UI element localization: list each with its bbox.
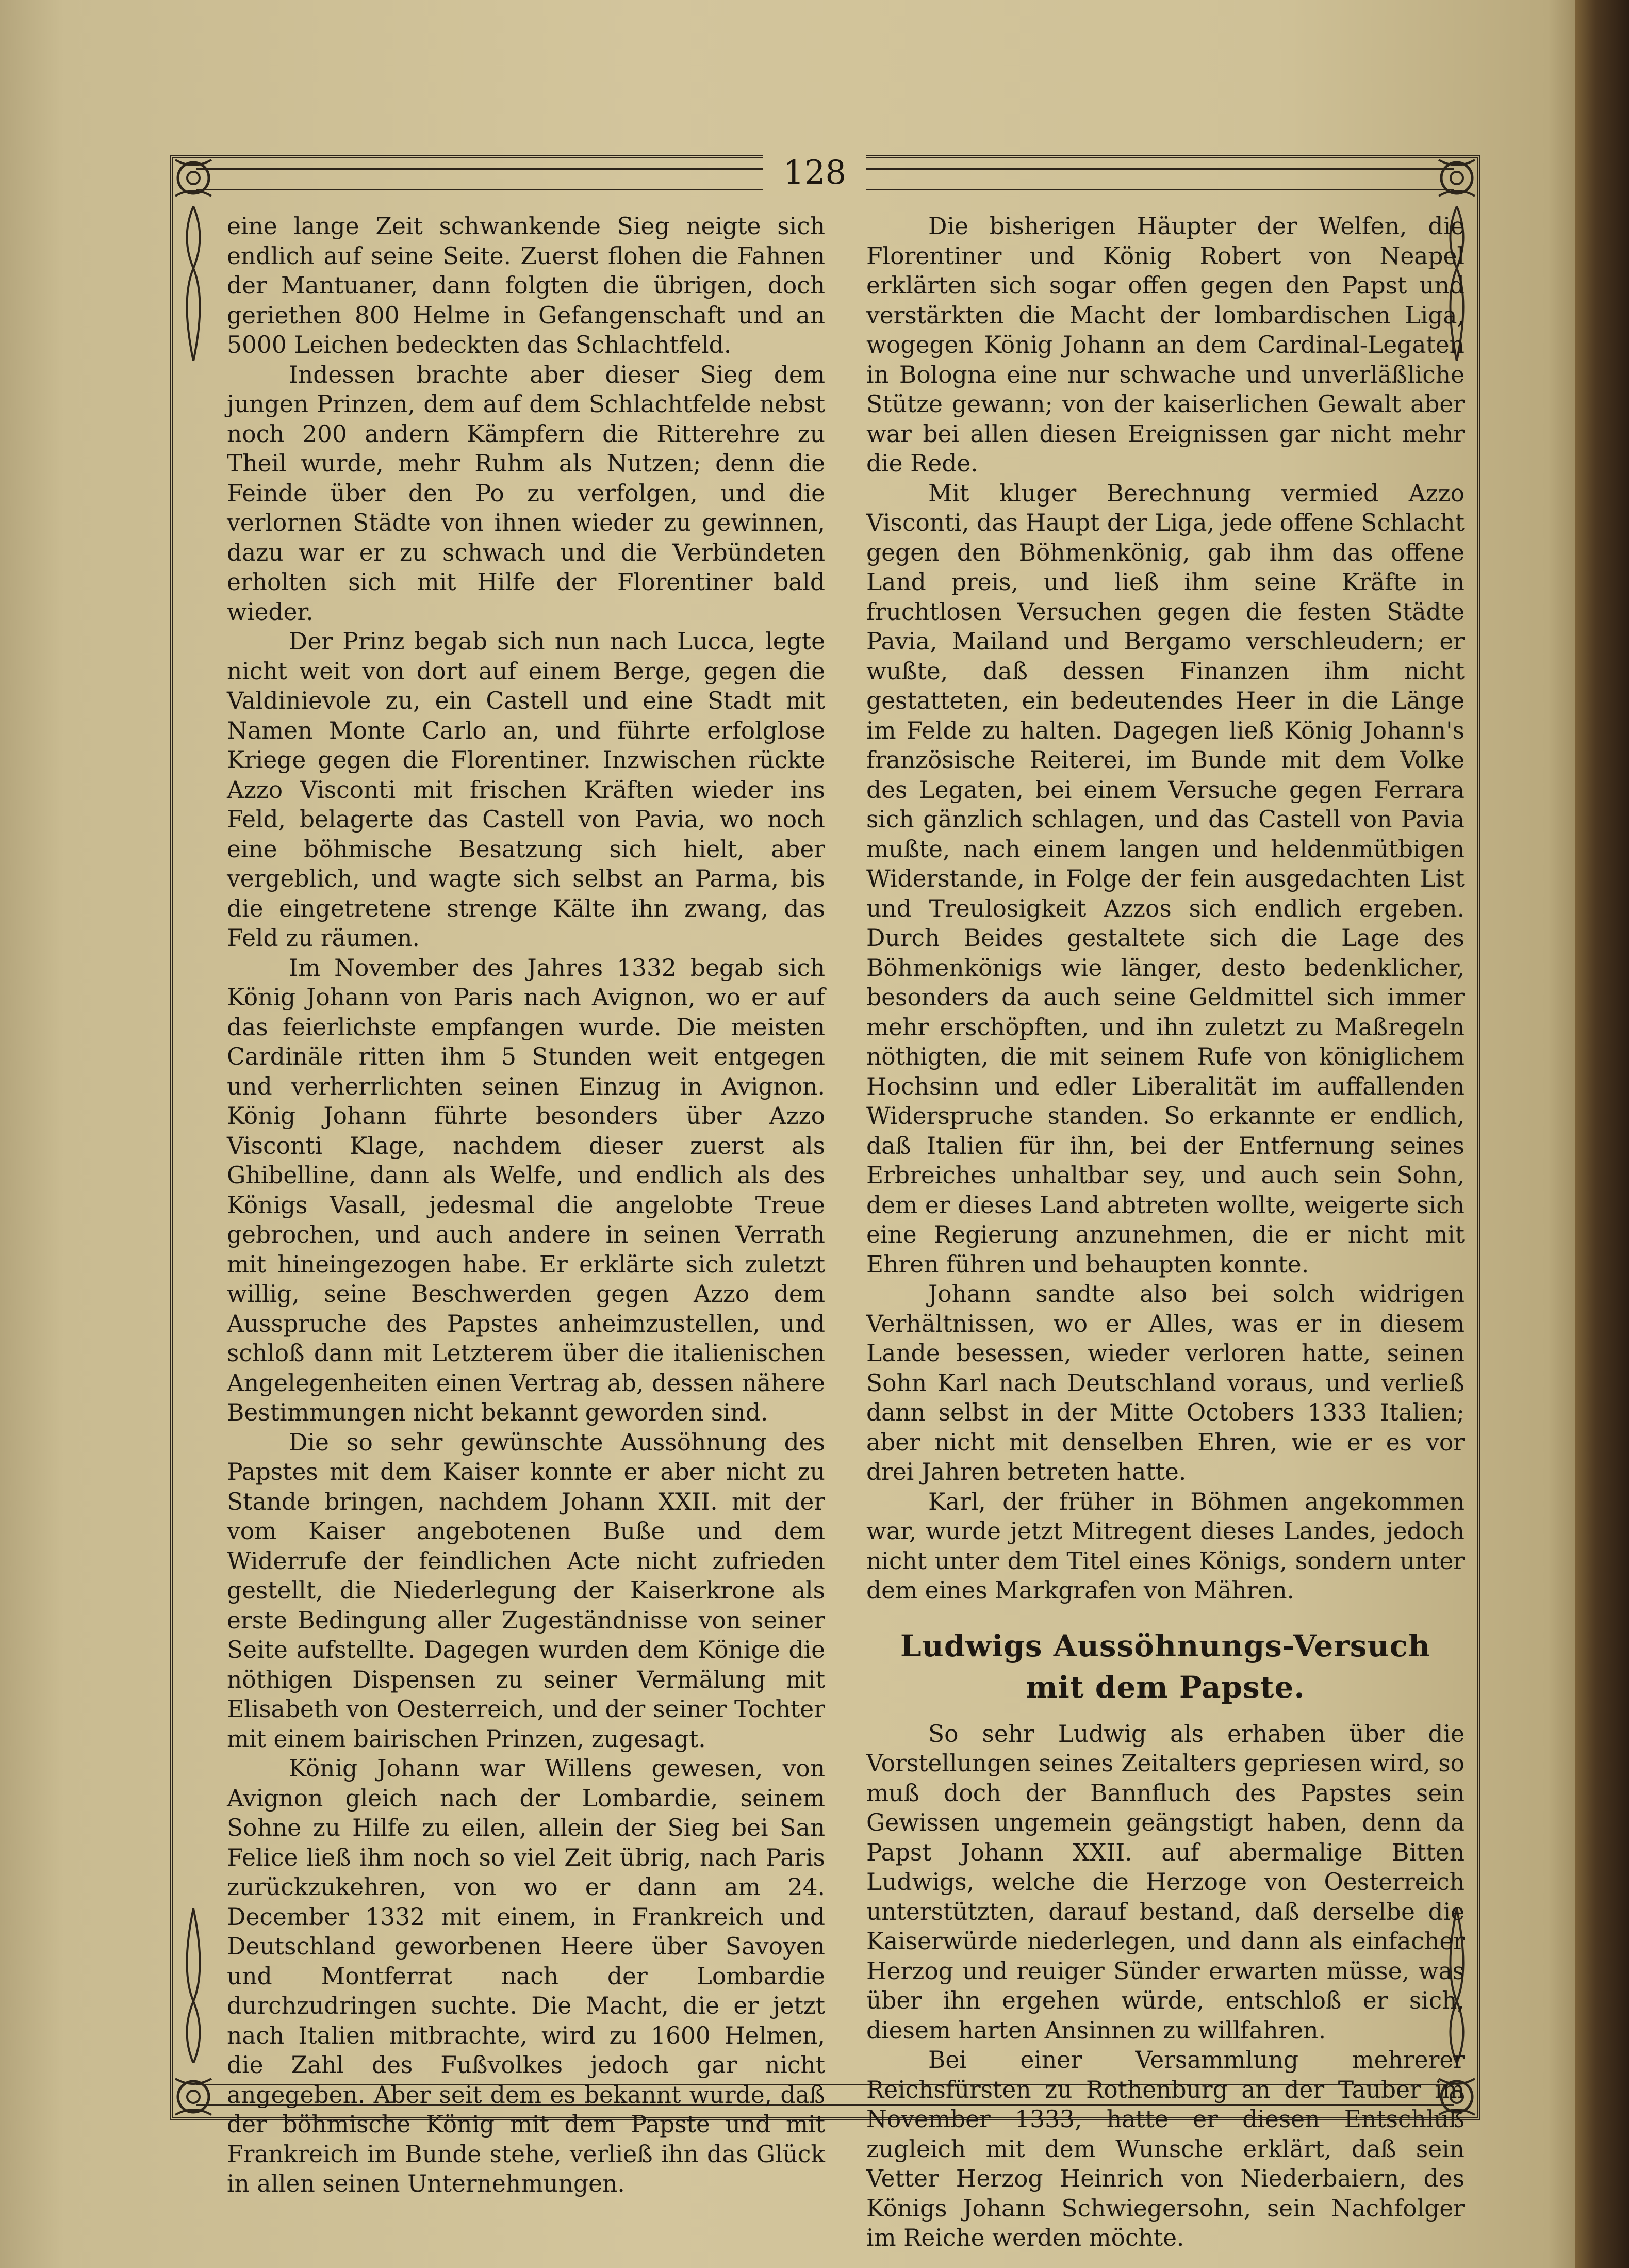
paragraph: Bei einer Versammlung mehrerer Reichsfürsten zu Rothenburg an der Tauber im November 1333, hatte er diesen Entschluß zugleich mit dem Wunsche erklärt, daß sein Vetter Herzog Heinrich von Niederbaiern, des Königs Johann Schwiegersohn, sein Nachfolger im Reiche werden möchte. — [866, 2046, 1465, 2251]
paragraph: Die bisherigen Häupter der Welfen, die Florentiner und König Robert von Neapel erklärten sich sogar offen gegen den Papst und verstärkten die Macht der lombardischen Liga, wogegen König Johann an dem Cardinal-Legaten in Bologna eine nur schwache und unverläßliche Stütze gewann; von der kaiserlichen Gewalt aber war bei allen diesen Ereignissen gar nicht mehr die Rede. — [866, 213, 1465, 477]
paragraph: König Johann war Willens gewesen, von Avignon gleich nach der Lombardie, seinem Sohne zu Hilfe zu eilen, allein der Sieg bei San Felice ließ ihm noch so viel Zeit übrig, nach Paris zurückzukehren, von wo er dann am 24. December 1332 mit einem, in Frankreich und Deutschland geworbenen Heere über Savoyen und Montferrat nach der Lombardie durchzudringen suchte. Die Macht, die er jetzt nach Italien mitbrachte, wird zu 1600 Helmen, die Zahl des Fußvolkes jedoch gar nicht angegeben. Aber seit dem es bekannt wurde, daß der böhmische König mit dem Papste und mit Frankreich im Bunde stehe, verließ ihn das Glück in allen seinen Unternehmungen. — [227, 1755, 825, 2197]
side-ornament-left-bottom — [178, 1908, 209, 2063]
paragraph: Die so sehr gewünschte Aussöhnung des Papstes mit dem Kaiser konnte er aber nicht zu Stande bringen, nachdem Johann XXII. mit der vom Kaiser angebotenen Buße und dem Widerrufe der feindlichen Acte nicht zufrieden gestellt, die Niederlegung der Kaiserkrone als erste Bedingung aller Zugeständnisse von seiner Seite aufstellte. Dagegen wurden dem Könige die nöthigen Dispensen zu seiner Vermälung mit Elisabeth von Oesterreich, und der seiner Tochter mit einem bairischen Prinzen, zugesagt. — [227, 1428, 825, 1753]
left-column — [227, 211, 825, 2199]
corner-ornament-bottom-left — [165, 2068, 222, 2125]
page-number: 128 — [763, 150, 866, 196]
corner-ornament-top-right — [1428, 150, 1485, 206]
paragraph: Karl, der früher in Böhmen angekommen war, wurde jetzt Mitregent dieses Landes, jedoch nicht unter dem Titel eines Königs, sondern unter dem eines Markgrafen von Mähren. — [866, 1488, 1465, 1604]
paragraph: Johann sandte also bei solch widrigen Verhältnissen, wo er Alles, was er in diesem Lande besessen, wieder verloren hatte, seinen Sohn Karl nach Deutschland voraus, und verließ dann selbst in der Mitte Octobers 1333 Italien; aber nicht mit denselben Ehren, wie er es vor drei Jahren betreten hatte. — [866, 1280, 1465, 1486]
paragraph: eine lange Zeit schwankende Sieg neigte sich endlich auf seine Seite. Zuerst flohen die Fahnen der Mantuaner, dann folgten die übrigen, doch geriethen 800 Helme in Gefangenschaft und an 5000 Leichen bedeckten das Schlachtfeld. — [227, 213, 825, 358]
paragraph: Der Prinz begab sich nun nach Lucca, legte nicht weit von dort auf einem Berge, gegen die Valdinievole zu, ein Castell und eine Stadt mit Namen Monte Carlo an, und führte erfolglose Kriege gegen die Florentiner. Inzwischen rückte Azzo Visconti mit frischen Kräften wieder ins Feld, belagerte das Castell von Pavia, wo noch eine böhmische Besatzung sich hielt, aber vergeblich, und wagte sich selbst an Parma, bis die eingetretene strenge Kälte ihn zwang, das Feld zu räumen. — [227, 628, 825, 952]
book-spine — [1575, 0, 1629, 2268]
paragraph: Indessen brachte aber dieser Sieg dem jungen Prinzen, dem auf dem Schlachtfelde nebst noch 200 andern Kämpfern die Ritterehre zu Theil wurde, mehr Ruhm als Nutzen; denn die Feinde über den Po zu verfolgen, und die verlornen Städte von ihnen wieder zu gewinnen, dazu war er zu schwach und die Verbündeten erholten sich mit Hilfe der Florentiner bald wieder. — [227, 361, 825, 626]
paragraph: Im November des Jahres 1332 begab sich König Johann von Paris nach Avignon, wo er auf das feierlichste empfangen wurde. Die meisten Cardinäle ritten ihm 5 Stunden weit entgegen und verherrlichten seinen Einzug in Avignon. König Johann führte besonders über Azzo Visconti Klage, nachdem dieser zuerst als Ghibelline, dann als Welfe, und endlich als des Königs Vasall, jedesmal die angelobte Treue gebrochen, und auch andere in seinen Verrath mit hineingezogen habe. Er erklärte sich zuletzt willig, seine Beschwerden gegen Azzo dem Ausspruche des Papstes anheimzustellen, und schloß dann mit Letzterem über die italienischen Angelegenheiten einen Vertrag ab, dessen nähere Bestimmungen nicht bekannt geworden sind. — [227, 954, 825, 1426]
corner-ornament-top-left — [165, 150, 222, 206]
side-ornament-left-top — [178, 206, 209, 361]
right-column — [866, 211, 1465, 2253]
paragraph: Mit kluger Berechnung vermied Azzo Visconti, das Haupt der Liga, jede offene Schlacht gegen den Böhmenkönig, gab ihm das offene Land preis, und ließ ihm seine Kräfte in fruchtlosen Versuchen gegen die festen Städte Pavia, Mailand und Bergamo verschleudern; er wußte, daß dessen Finanzen ihm nicht gestatteten, ein bedeutendes Heer in die Länge im Felde zu halten. Dagegen ließ König Johann's französische Reiterei, im Bunde mit dem Volke des Legaten, bei einem Versuche gegen Ferrara sich gänzlich schlagen, und das Castell von Pavia mußte, nach einem langen und heldenmütbigen Widerstande, in Folge der fein ausgedachten List und Treulosigkeit Azzos sich endlich ergeben. Durch Beides gestaltete sich die Lage des Böhmenkönigs wie länger, desto bedenklicher, besonders da auch seine Geldmittel sich immer mehr erschöpften, und ihn zuletzt zu Maßregeln nöthigten, die mit seinem Rufe von königlichem Hochsinn und edler Liberalität im auffallenden Widerspruche standen. So erkannte er endlich, daß Italien für ihn, bei der Entfernung seines Erbreiches unhaltbar sey, und auch sein Sohn, dem er dieses Land abtreten wollte, weigerte sich eine Regierung anzunehmen, die er nicht mit Ehren führen und behaupten konnte. — [866, 479, 1465, 1278]
section-heading: Ludwigs Aussöhnungs-Versuch mit dem Papste. — [900, 1628, 1431, 1705]
paragraph: So sehr Ludwig als erhaben über die Vorstellungen seines Zeitalters gepriesen wird, so muß doch der Bannfluch des Papstes sein Gewissen ungemein geängstigt haben, denn da Papst Johann XXII. auf abermalige Bitten Ludwigs, welche die Herzoge von Oesterreich unterstützten, darauf bestand, daß derselbe die Kaiserwürde niederlegen, und dann als einfacher Herzog und reuiger Sünder erwarten müsse, was über ihn ergehen würde, entschloß er sich, diesem harten Ansinnen zu willfahren. — [866, 1720, 1465, 2044]
